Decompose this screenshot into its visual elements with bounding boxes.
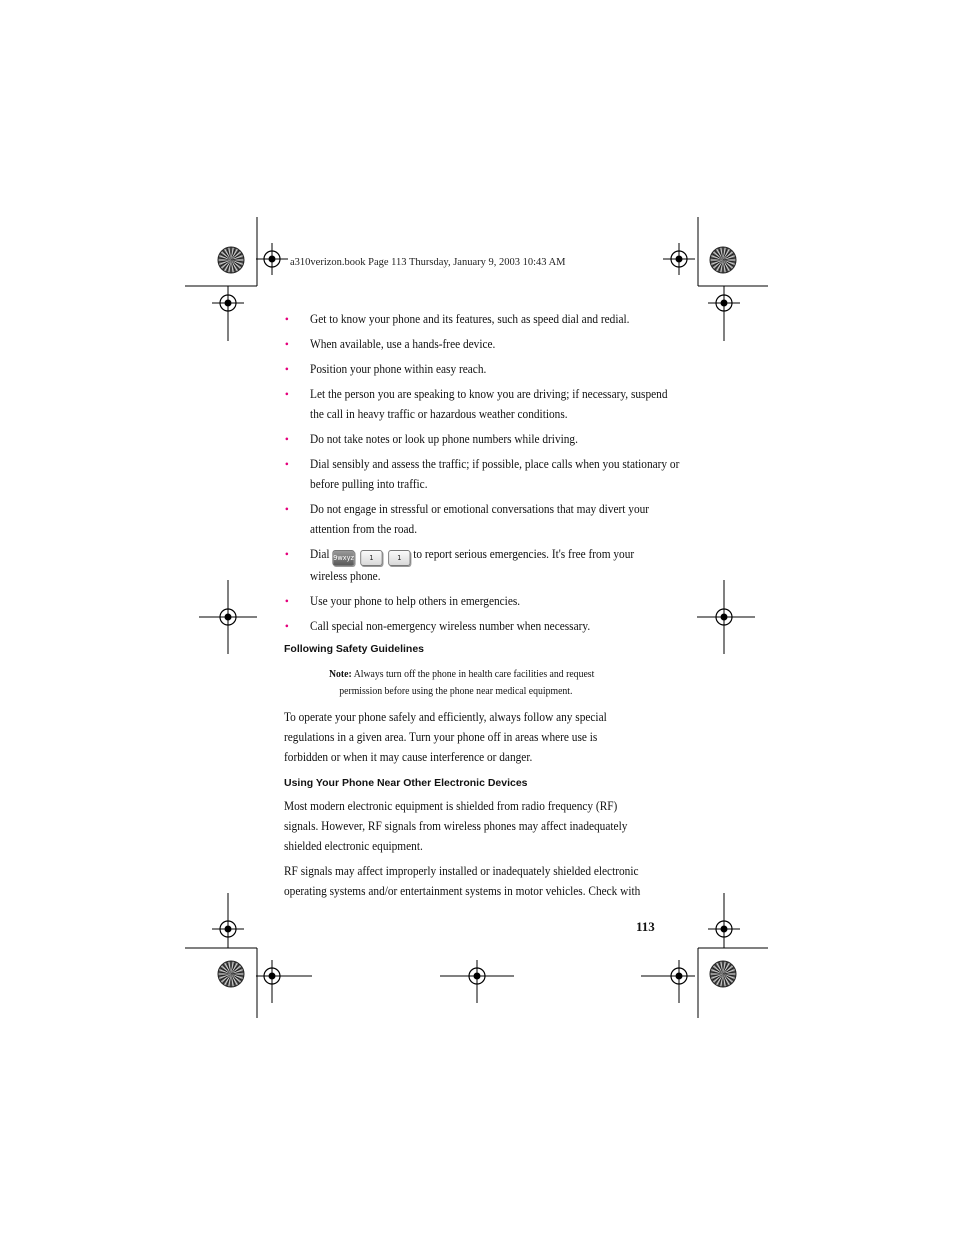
key-9-icon: 9wxyz <box>332 550 354 566</box>
starburst-target-icon <box>218 247 244 273</box>
registration-target-icon <box>256 243 288 275</box>
list-item: • Use your phone to help others in emergencies. <box>284 594 521 608</box>
list-item: • Do not engage in stressful or emotional conversations that may divert your attention from the road. <box>284 502 650 536</box>
starburst-target-icon <box>710 961 736 987</box>
list-item: • Position your phone within easy reach. <box>284 362 487 376</box>
registration-target-icon <box>663 243 695 275</box>
starburst-target-icon <box>218 961 244 987</box>
key-1-icon: 1 <box>388 550 410 566</box>
paragraph-electronic-2: RF signals may affect improperly installed or inadequately shielded electronic operating systems and/or entertainment systems in motor vehicles. Check with <box>284 864 641 898</box>
paragraph-electronic-1: Most modern electronic equipment is shielded from radio frequency (RF) signals. However, RF signals from wireless phones may affect inadequately shielded electronic equipment. <box>284 799 628 853</box>
page-number: 113 <box>636 919 655 934</box>
note-label: Note: <box>329 669 352 680</box>
list-item: • Get to know your phone and its features, such as speed dial and redial. <box>284 312 630 326</box>
list-item: • When available, use a hands-free device. <box>284 337 496 351</box>
section-heading-following: Following Safety Guidelines <box>284 643 425 655</box>
starburst-target-icon <box>710 247 736 273</box>
page-content <box>284 309 680 898</box>
key-1-icon: 1 <box>360 550 382 566</box>
list-item: • Call special non-emergency wireless number when necessary. <box>284 619 591 633</box>
paragraph-following: To operate your phone safely and efficiently, always follow any special regulations in a given area. Turn your phone off in areas where use is forbidden or when it may cause interference or danger. <box>284 710 607 764</box>
list-item: • Do not take notes or look up phone numbers while driving. <box>284 432 578 446</box>
section-heading-electronic: Using Your Phone Near Other Electronic Devices <box>284 777 528 789</box>
book-source-header: a310verizon.book Page 113 Thursday, January 9, 2003 10:43 AM <box>290 257 566 268</box>
list-item: • Dial sensibly and assess the traffic; if possible, place calls when you stationary or before pulling into traffic. <box>284 457 680 491</box>
list-item: • Let the person you are speaking to know you are driving; if necessary, suspend the call in heavy traffic or hazardous weather conditions. <box>284 387 668 421</box>
list-item-dial: • Dial 9wxyz 1 1 to report serious emergencies. It's free from your wireless phone. <box>284 547 635 583</box>
driving-tips-list <box>284 309 680 636</box>
safety-note: Note: Always turn off the phone in health care facilities and request permission before using the phone near medical equipment. <box>329 669 595 697</box>
